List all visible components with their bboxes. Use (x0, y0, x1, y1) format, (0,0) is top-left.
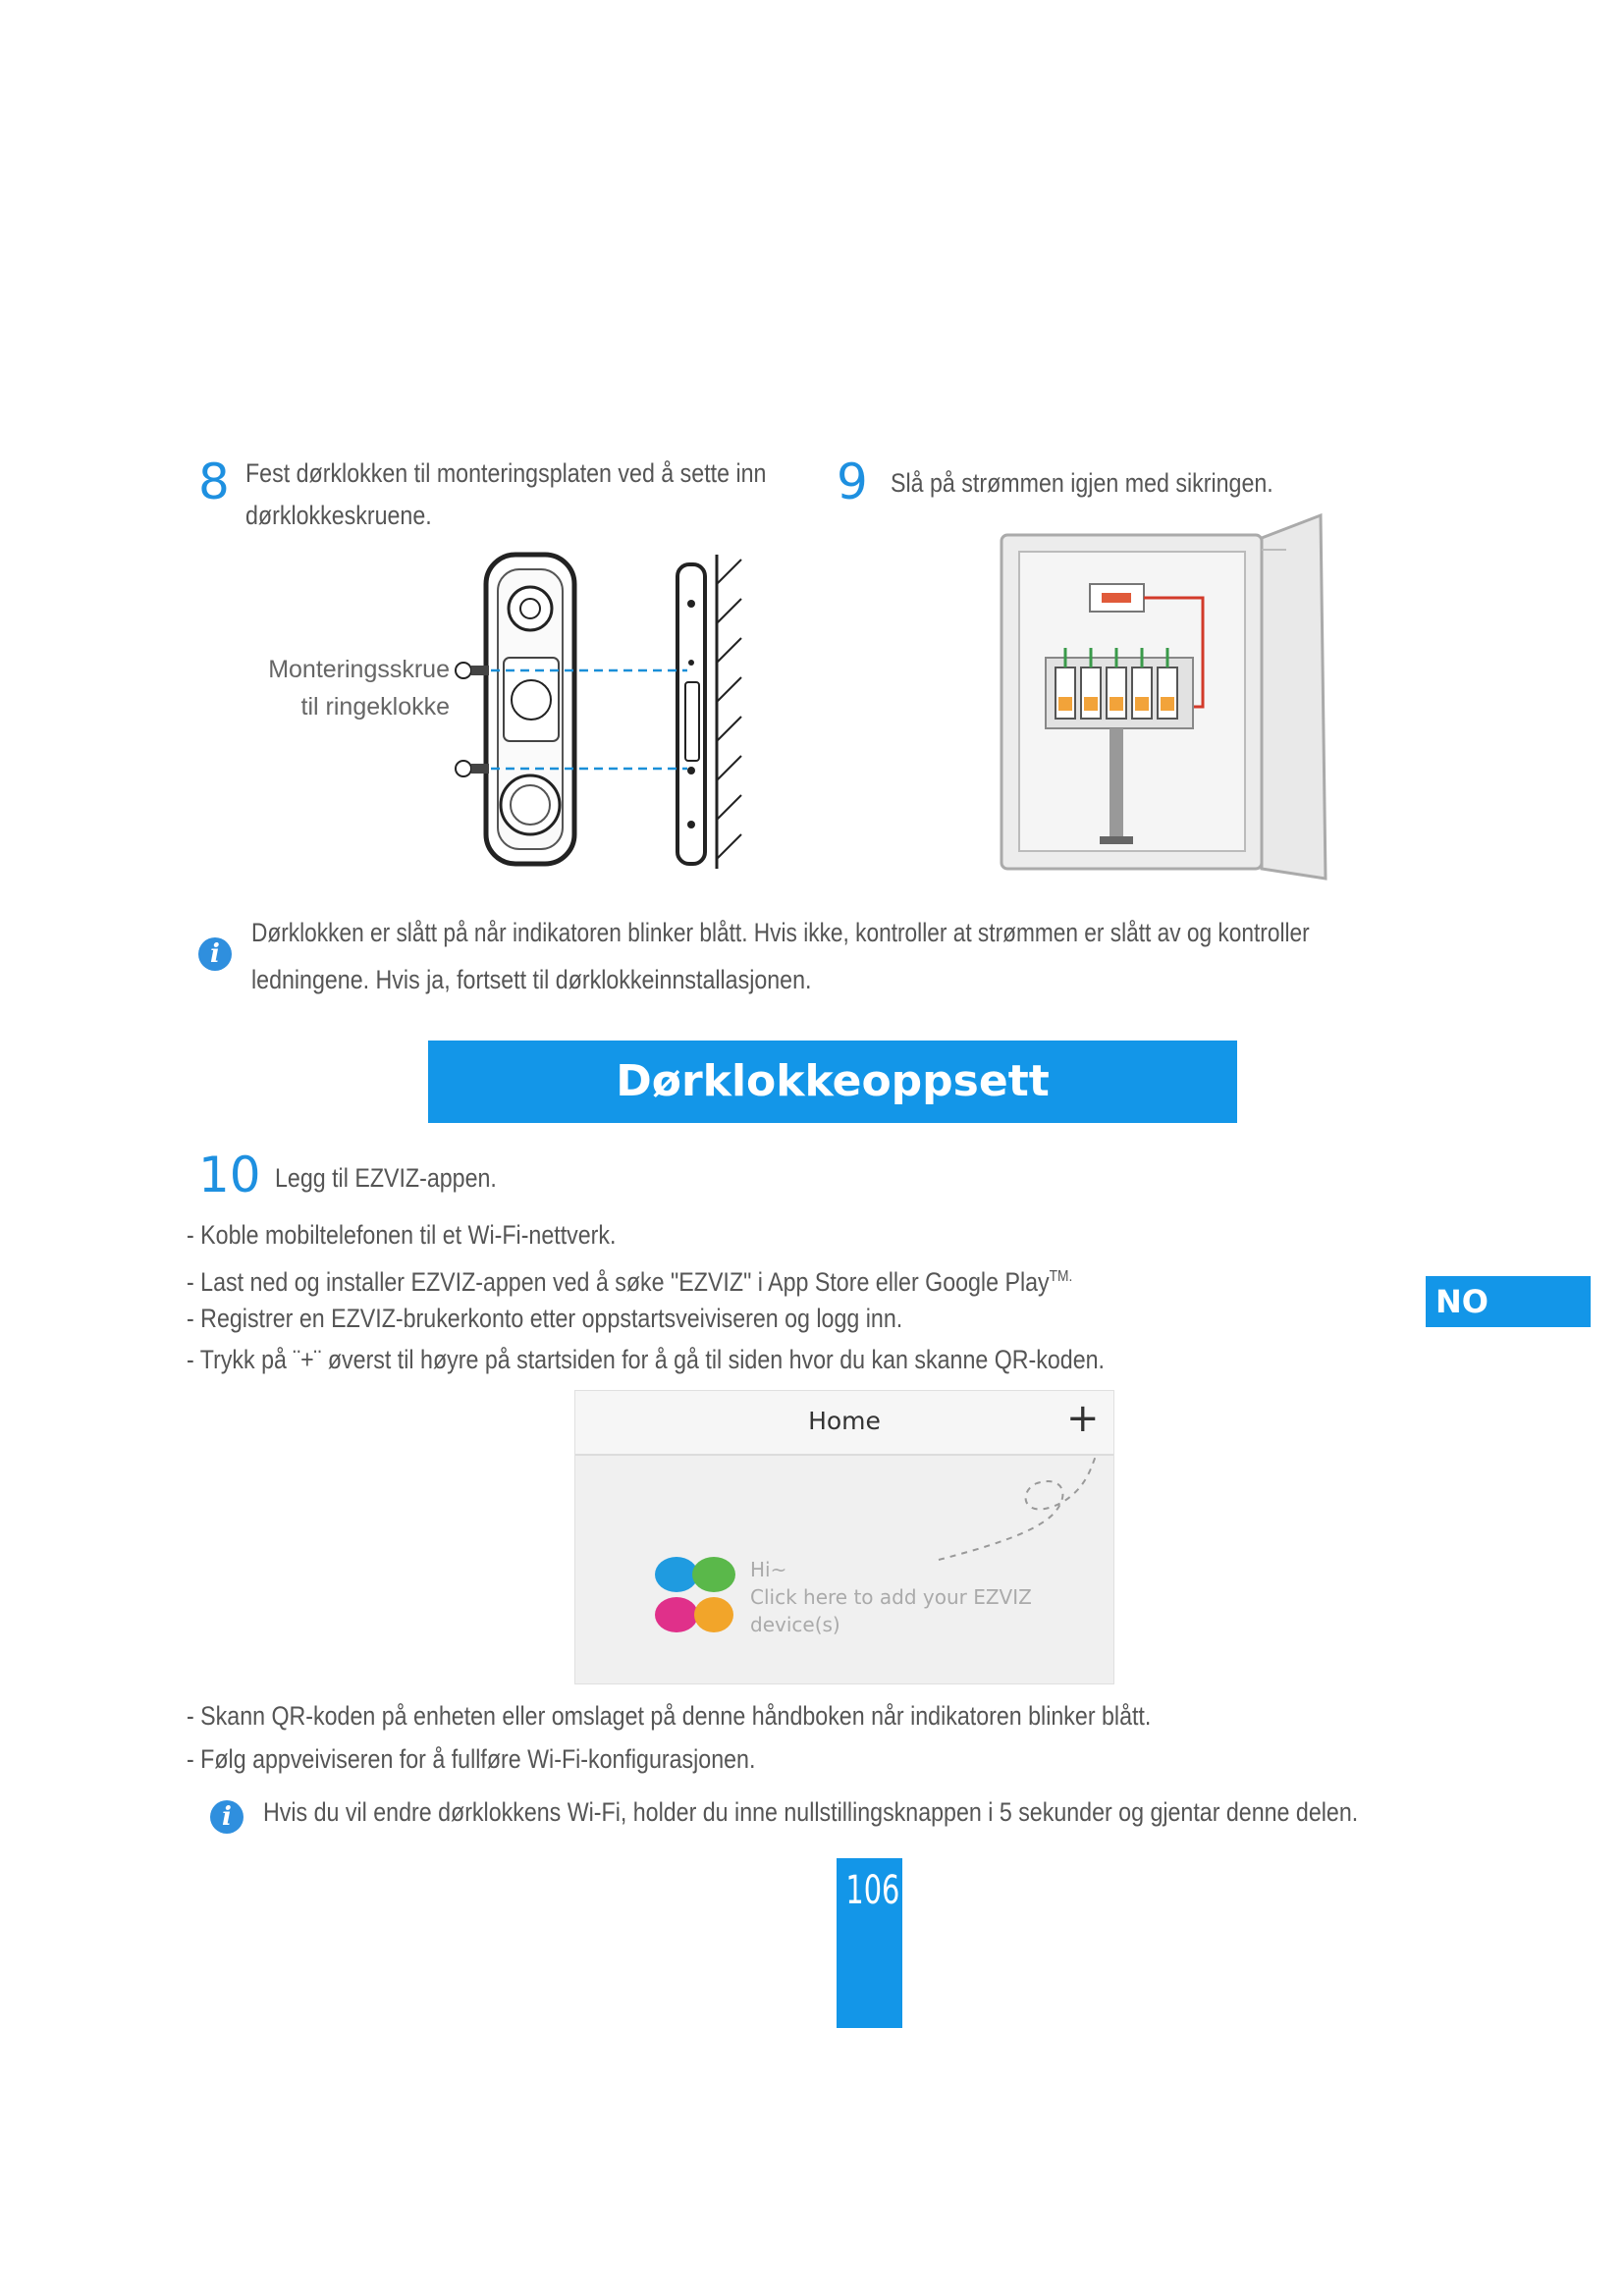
doorbell-diagram (447, 545, 771, 879)
app-home-title: Home (808, 1407, 881, 1435)
bullet-item: - Følg appveiviseren for å fullføre Wi-Fi-konfigurasjonen. (187, 1744, 756, 1774)
app-header (575, 1391, 1113, 1456)
fuse-box-diagram (992, 510, 1345, 883)
page-number: 106 (845, 1868, 900, 1913)
language-tab (1426, 1276, 1591, 1327)
step-8-text-line2: dørklokkeskruene. (245, 501, 432, 530)
step-9-number: 9 (837, 454, 868, 510)
note-1-line1: Dørklokken er slått på når indikatoren blinker blått. Hvis ikke, kontroller at strømmen er slått av og kontroller (251, 918, 1310, 947)
screw-label-line2: til ringeklokke (300, 693, 450, 721)
step-8-number: 8 (198, 454, 230, 510)
section-title: Dørklokkeoppsett (616, 1056, 1050, 1106)
app-add-device-hint-line2[interactable]: device(s) (750, 1613, 840, 1636)
bullet-item: - Trykk på ¨+¨ øverst til høyre på startsiden for å gå til siden hvor du kan skanne QR-koden. (187, 1345, 1106, 1374)
ezviz-logo-icon (652, 1553, 740, 1641)
screw-label-line1: Monteringsskrue (268, 656, 450, 683)
step-9-text: Slå på strømmen igjen med sikringen. (891, 468, 1273, 498)
section-title-banner (428, 1041, 1237, 1123)
step-10-text: Legg til EZVIZ-appen. (275, 1163, 497, 1193)
add-device-plus-icon[interactable]: + (1066, 1396, 1100, 1441)
doorbell-mounting-illustration (447, 545, 771, 879)
note-2-text: Hvis du vil endre dørklokkens Wi-Fi, holder du inne nullstillingsknappen i 5 sekunder og gjentar denne delen. (263, 1797, 1359, 1827)
app-add-device-hint-line1[interactable]: Click here to add your EZVIZ (750, 1585, 1032, 1609)
language-tab-label: NO (1435, 1283, 1489, 1320)
bullet-item: - Koble mobiltelefonen til et Wi-Fi-nettverk. (187, 1220, 617, 1250)
page-number-tab (837, 1858, 902, 2028)
bullet-text: - Last ned og installer EZVIZ-appen ved å søke "EZVIZ" i App Store eller Google Play (187, 1267, 1050, 1297)
bullet-item (187, 1257, 1072, 1302)
step-10-number: 10 (198, 1147, 261, 1203)
step-8-text-line1: Fest dørklokken til monteringsplaten ved å sette inn (245, 458, 767, 488)
info-icon: i (210, 1800, 244, 1834)
fuse-box-illustration (992, 510, 1345, 883)
bullet-item: - Skann QR-koden på enheten eller omslaget på denne håndboken når indikatoren blinker blått. (187, 1701, 1152, 1731)
app-screenshot (574, 1390, 1114, 1684)
app-hi-text: Hi~ (750, 1558, 787, 1581)
bullet-item: - Registrer en EZVIZ-brukerkonto etter oppstartsveiviseren og logg inn. (187, 1304, 903, 1333)
trademark-sup: TM. (1049, 1268, 1073, 1285)
info-icon: i (198, 937, 232, 971)
note-1-line2: ledningene. Hvis ja, fortsett til dørklokkeinnstallasjonen. (251, 965, 812, 994)
